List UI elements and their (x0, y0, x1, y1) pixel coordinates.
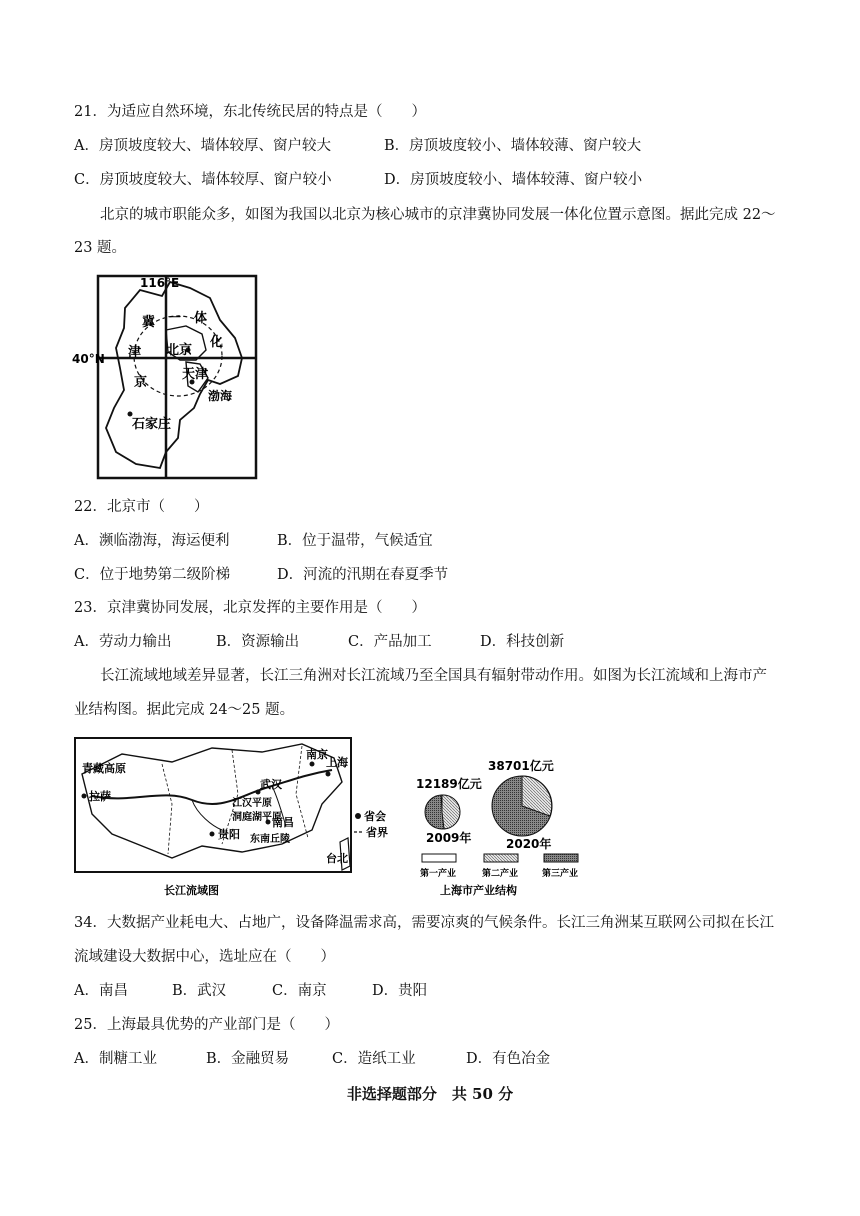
map1-label-tianjin: 天津 (182, 367, 209, 382)
q21-option-a: A．房顶坡度较大、墙体较厚、窗户较大 (74, 138, 331, 154)
map2-label-guiyang: 贵阳 (218, 828, 240, 841)
q23-options (74, 632, 565, 652)
q25-option-c: C．造纸工业 (332, 1051, 416, 1067)
pie-2020-year: 2020年 (506, 837, 552, 851)
q22-option-c: C．位于地势第二级阶梯 (74, 567, 231, 583)
legend-capital: 省会 (364, 810, 386, 823)
yangtze-map (72, 734, 402, 898)
q24-option-d: D．贵阳 (372, 983, 428, 999)
intro1-line2: 23 题。 (74, 240, 127, 256)
pie-2020 (492, 776, 552, 836)
shanghai-industry-pies (404, 754, 594, 900)
jingjinji-map (70, 268, 270, 486)
map2-label-taibei: 台北 (326, 852, 348, 865)
q21-option-b: B．房顶坡度较小、墙体较薄、窗户较大 (384, 138, 642, 154)
q22-option-b: B．位于温带，气候适宜 (277, 533, 433, 549)
pie-legend-secondary: 第二产业 (482, 869, 519, 879)
q24-option-b: B．武汉 (172, 983, 227, 999)
pie-legend-primary: 第一产业 (420, 869, 457, 879)
map1-label-ji: 冀 (142, 315, 156, 330)
pies-caption: 上海市产业结构 (440, 884, 517, 897)
map1-label-jing: 京 (134, 375, 148, 390)
q22-options-row2 (74, 565, 449, 585)
intro1-line1: 北京的城市职能众多，如图为我国以北京为核心城市的京津冀协同发展一体化位置示意图。据此完成 22～ (100, 207, 776, 223)
intro2-line2: 业结构图。据此完成 24～25 题。 (74, 702, 295, 718)
intro2-line1: 长江流域地域差异显著，长江三角洲对长江流域乃至全国具有辐射带动作用。如图为长江流域和上海市产 (100, 668, 767, 684)
map2-label-jianghan: 江汉平原 (232, 798, 272, 809)
q25-options (74, 1049, 551, 1069)
q25-option-b: B．金融贸易 (206, 1051, 290, 1067)
pie-2009-year: 2009年 (426, 831, 472, 845)
q21-stem: 21．为适应自然环境，东北传统民居的特点是（ ） (74, 104, 426, 120)
legend-border: 省界 (366, 826, 388, 839)
q24-options (74, 981, 428, 1001)
map2-caption: 长江流域图 (164, 884, 219, 897)
q24-stem-line1: 34．大数据产业耗电大、占地广，设备降温需求高，需要凉爽的气候条件。长江三角洲某互联网公司拟在长江 (74, 915, 774, 931)
section-title: 非选择题部分 共 50 分 (346, 1085, 514, 1103)
map2-label-nanjing: 南京 (306, 748, 328, 761)
map1-label-jin: 津 (128, 345, 142, 360)
map2-label-dongting: 洞庭湖平原 (232, 812, 282, 823)
q23-option-a: A．劳动力输出 (74, 634, 172, 650)
q25-option-d: D．有色冶金 (466, 1051, 551, 1067)
map2-label-shanghai: 上海 (326, 756, 348, 769)
q23-stem: 23．京津冀协同发展，北京发挥的主要作用是（ ） (74, 600, 426, 616)
q22-stem: 22．北京市（ ） (74, 499, 209, 515)
q25-option-a: A．制糖工业 (74, 1051, 157, 1067)
q21-option-d: D．房顶坡度较小、墙体较薄、窗户较小 (384, 172, 643, 188)
map2-label-dongnan: 东南丘陵 (250, 834, 290, 845)
q21-option-c: C．房顶坡度较大、墙体较厚、窗户较小 (74, 172, 332, 188)
map1-label-yi: 一 (168, 311, 182, 326)
map1-label-ti: 体 (194, 311, 208, 326)
pie-legend-tertiary: 第三产业 (542, 869, 579, 879)
map2-label-nanchang: 南昌 (272, 816, 294, 829)
q23-option-b: B．资源输出 (216, 634, 300, 650)
lon-label: 116°E (140, 276, 180, 290)
pie-2009-value: 12189亿元 (416, 777, 482, 791)
q24-option-a: A．南昌 (74, 983, 128, 999)
q21-options-row2 (74, 170, 643, 190)
map1-label-shijiazhuang: 石家庄 (132, 417, 172, 432)
map2-label-wuhan: 武汉 (260, 778, 282, 791)
q22-options-row1 (74, 531, 433, 551)
q21-options-row1 (74, 136, 642, 156)
map2-label-lasa: 拉萨 (89, 790, 111, 803)
lat-label: 40°N (72, 352, 105, 366)
q23-option-d: D．科技创新 (480, 634, 565, 650)
pie-2009 (425, 795, 460, 829)
pie-2020-value: 38701亿元 (488, 759, 554, 773)
q24-option-c: C．南京 (272, 983, 327, 999)
q22-option-d: D．河流的汛期在春夏季节 (277, 567, 449, 583)
map1-label-hua: 化 (210, 335, 224, 350)
q23-option-c: C．产品加工 (348, 634, 432, 650)
q24-stem-line2: 流域建设大数据中心，选址应在（ ） (74, 949, 335, 965)
map2-label-qingzang: 青藏高原 (82, 762, 126, 775)
q22-option-a: A．濒临渤海，海运便利 (74, 533, 230, 549)
map1-label-beijing: 北京 (166, 343, 193, 358)
q25-stem: 25．上海最具优势的产业部门是（ ） (74, 1017, 339, 1033)
map1-label-bohai: 渤海 (208, 389, 233, 403)
